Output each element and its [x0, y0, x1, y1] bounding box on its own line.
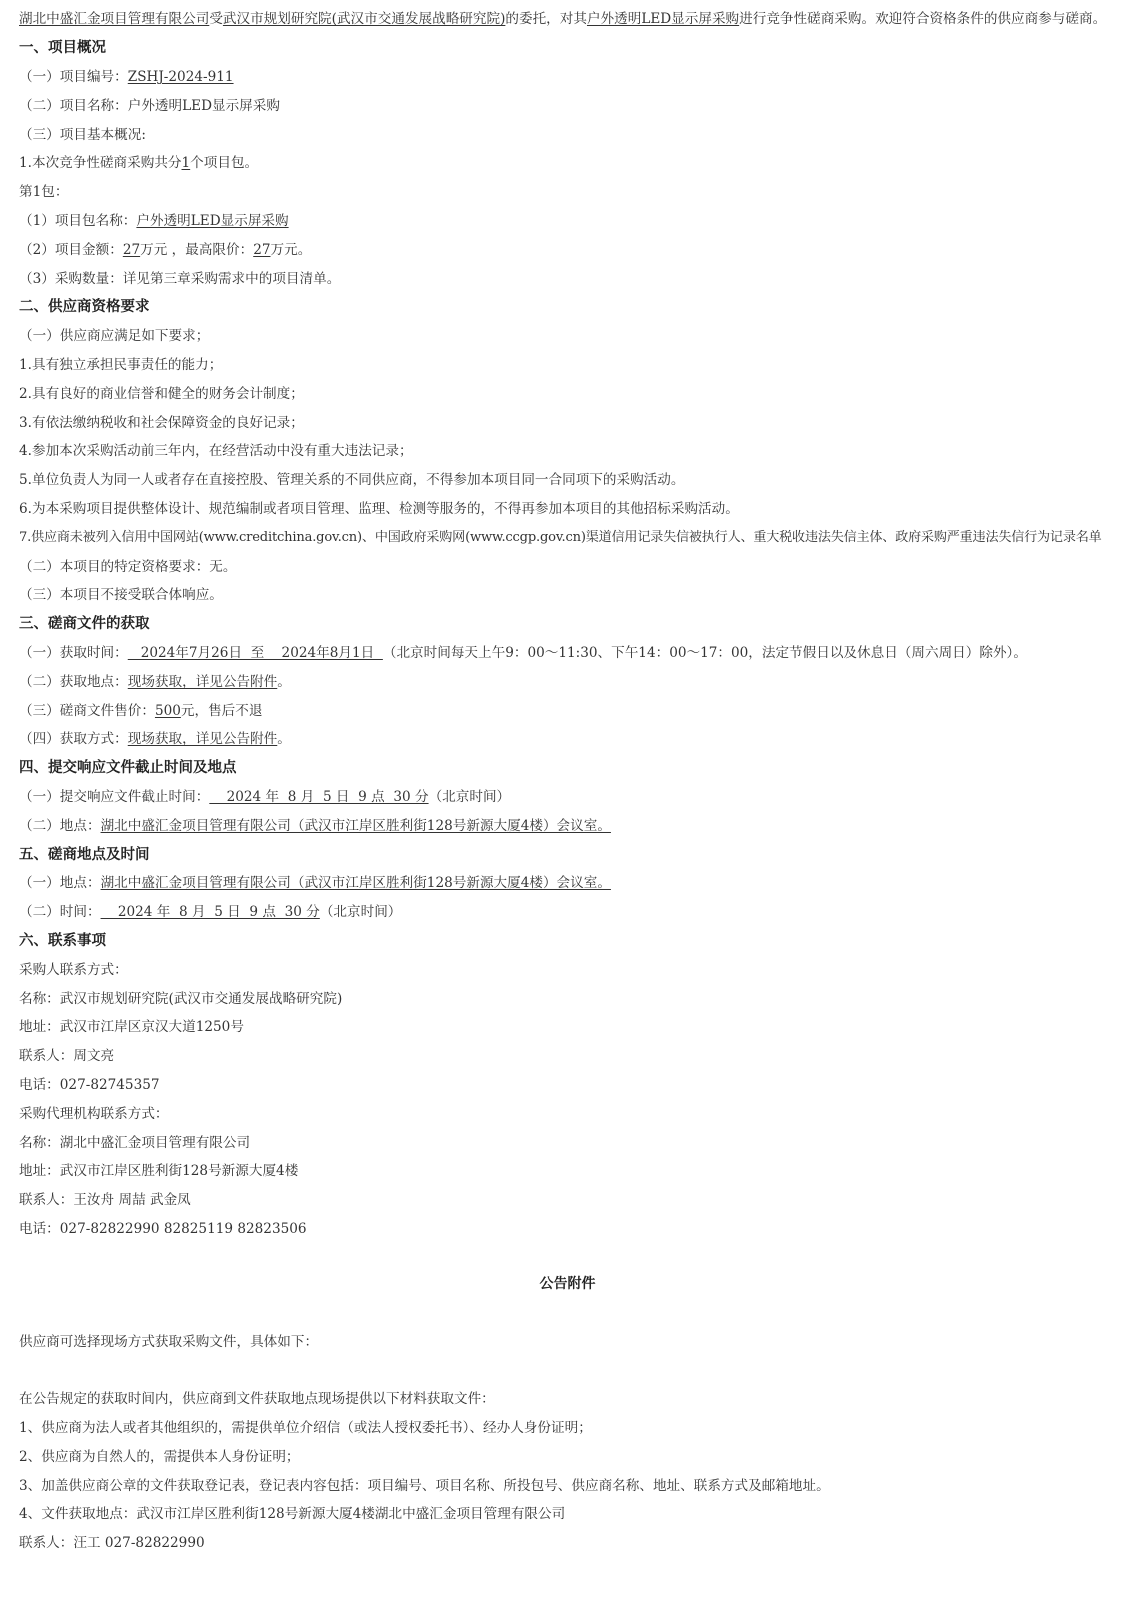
package-amount: （2）项目金额：27万元 ，最高限价：27万元。	[19, 242, 312, 258]
project-name: 户外透明LED显示屏采购	[586, 11, 740, 27]
qualification-line: 4.参加本次采购活动前三年内，在经营活动中没有重大违法记录；	[19, 443, 413, 459]
acquisition-method: （四）获取方式：现场获取，详见公告附件。	[19, 731, 291, 747]
contact-line: 采购代理机构联系方式：	[19, 1106, 169, 1122]
attachment-title: 公告附件	[539, 1276, 596, 1292]
qualification-line: （二）本项目的特定资格要求：无。	[19, 559, 237, 575]
attachment-line: 1、供应商为法人或者其他组织的，需提供单位介绍信（或法人授权委托书）、经办人身份证明；	[19, 1420, 592, 1436]
attachment-line: 3、加盖供应商公章的文件获取登记表，登记表内容包括：项目编号、项目名称、所投包号、供应商名称、地址、联系方式及邮箱地址。	[19, 1478, 830, 1494]
package-count: 1.本次竞争性磋商采购共分1个项目包。	[19, 155, 259, 171]
section-title-qualification: 二、供应商资格要求	[19, 299, 150, 315]
contact-line: 电话：027-82745357	[19, 1077, 160, 1093]
qualification-line: 6.为本采购项目提供整体设计、规范编制或者项目管理、监理、检测等服务的，不得再参加本项目的其他招标采购活动。	[19, 501, 739, 517]
contact-line: 地址：武汉市江岸区胜利街128号新源大厦4楼	[19, 1163, 299, 1179]
project-name-line: （二）项目名称：户外透明LED显示屏采购	[19, 98, 280, 114]
project-number: （一）项目编号：ZSHJ-2024-911	[19, 69, 234, 85]
attachment-line: 供应商可选择现场方式获取采购文件，具体如下：	[19, 1334, 319, 1350]
section-title-documents: 三、磋商文件的获取	[19, 616, 150, 632]
section-title-contacts: 六、联系事项	[19, 933, 106, 949]
contact-line: 电话：027-82822990 82825119 82823506	[19, 1221, 307, 1237]
qualification-line: 7.供应商未被列入信用中国网站(www.creditchina.gov.cn)、中国政府采购网(www.ccgp.gov.cn)渠道信用记录失信被执行人、重大税收违法失信主体、政府采购严重违法失信行为记录名单	[19, 530, 1102, 545]
contact-line: 地址：武汉市江岸区京汉大道1250号	[19, 1019, 244, 1035]
client-name: 武汉市规划研究院(武汉市交通发展战略研究院)	[222, 11, 506, 27]
negotiation-address: （一）地点：湖北中盛汇金项目管理有限公司（武汉市江岸区胜利街128号新源大厦4楼）会议室。	[19, 875, 611, 891]
package-name: （1）项目包名称：户外透明LED显示屏采购	[19, 213, 289, 229]
contact-line: 采购人联系方式：	[19, 962, 128, 978]
qualification-line: 5.单位负责人为同一人或者存在直接控股、管理关系的不同供应商，不得参加本项目同一合同项下的采购活动。	[19, 472, 685, 488]
attachment-line: 在公告规定的获取时间内，供应商到文件获取地点现场提供以下材料获取文件：	[19, 1391, 495, 1407]
document-price: （三）磋商文件售价：500元，售后不退	[19, 703, 263, 719]
attachment-line: 2、供应商为自然人的，需提供本人身份证明；	[19, 1449, 300, 1465]
contact-line: 联系人：周文亮	[19, 1048, 115, 1064]
acquisition-time: （一）获取时间： 2024年7月26日 至 2024年8月1日 （北京时间每天上午9：00～11:30、下午14：00～17：00，法定节假日以及休息日（周六周日）除外）。	[19, 645, 1027, 661]
basic-overview: （三）项目基本概况:	[19, 127, 146, 143]
qualification-line: （三）本项目不接受联合体响应。	[19, 587, 223, 603]
attachment-line: 4、文件获取地点：武汉市江岸区胜利街128号新源大厦4楼湖北中盛汇金项目管理有限公司	[19, 1506, 566, 1522]
project-number-value: ZSHJ-2024-911	[127, 69, 234, 85]
contact-line: 名称：湖北中盛汇金项目管理有限公司	[19, 1135, 251, 1151]
qualification-line: 1.具有独立承担民事责任的能力；	[19, 357, 223, 373]
attachment-line: 联系人：汪工 027-82822990	[19, 1535, 205, 1551]
contact-line: 联系人：王汝舟 周喆 武金凤	[19, 1192, 191, 1208]
qualification-line: （一）供应商应满足如下要求；	[19, 328, 210, 344]
package-quantity: （3）采购数量：详见第三章采购需求中的项目清单。	[19, 271, 341, 287]
section-title-overview: 一、项目概况	[19, 40, 106, 56]
agent-name: 湖北中盛汇金项目管理有限公司	[19, 11, 210, 27]
intro-paragraph: 湖北中盛汇金项目管理有限公司受武汉市规划研究院(武汉市交通发展战略研究院)的委托，对其户外透明LED显示屏采购进行竞争性磋商采购。欢迎符合资格条件的供应商参与磋商。	[19, 11, 1107, 27]
negotiation-time: （二）时间： 2024 年 8 月 5 日 9 点 30 分（北京时间）	[19, 904, 402, 920]
contact-line: 名称：武汉市规划研究院(武汉市交通发展战略研究院)	[19, 991, 343, 1007]
submission-deadline: （一）提交响应文件截止时间： 2024 年 8 月 5 日 9 点 30 分（北京时间）	[19, 789, 511, 805]
qualification-line: 3.有依法缴纳税收和社会保障资金的良好记录；	[19, 415, 304, 431]
submission-address: （二）地点：湖北中盛汇金项目管理有限公司（武汉市江岸区胜利街128号新源大厦4楼）会议室。	[19, 818, 611, 834]
acquisition-place: （二）获取地点：现场获取，详见公告附件。	[19, 674, 291, 690]
section-title-negotiation: 五、磋商地点及时间	[19, 847, 150, 863]
qualification-line: 2.具有良好的商业信誉和健全的财务会计制度；	[19, 386, 304, 402]
section-title-deadline: 四、提交响应文件截止时间及地点	[19, 760, 237, 776]
package-heading: 第1包：	[19, 184, 69, 200]
